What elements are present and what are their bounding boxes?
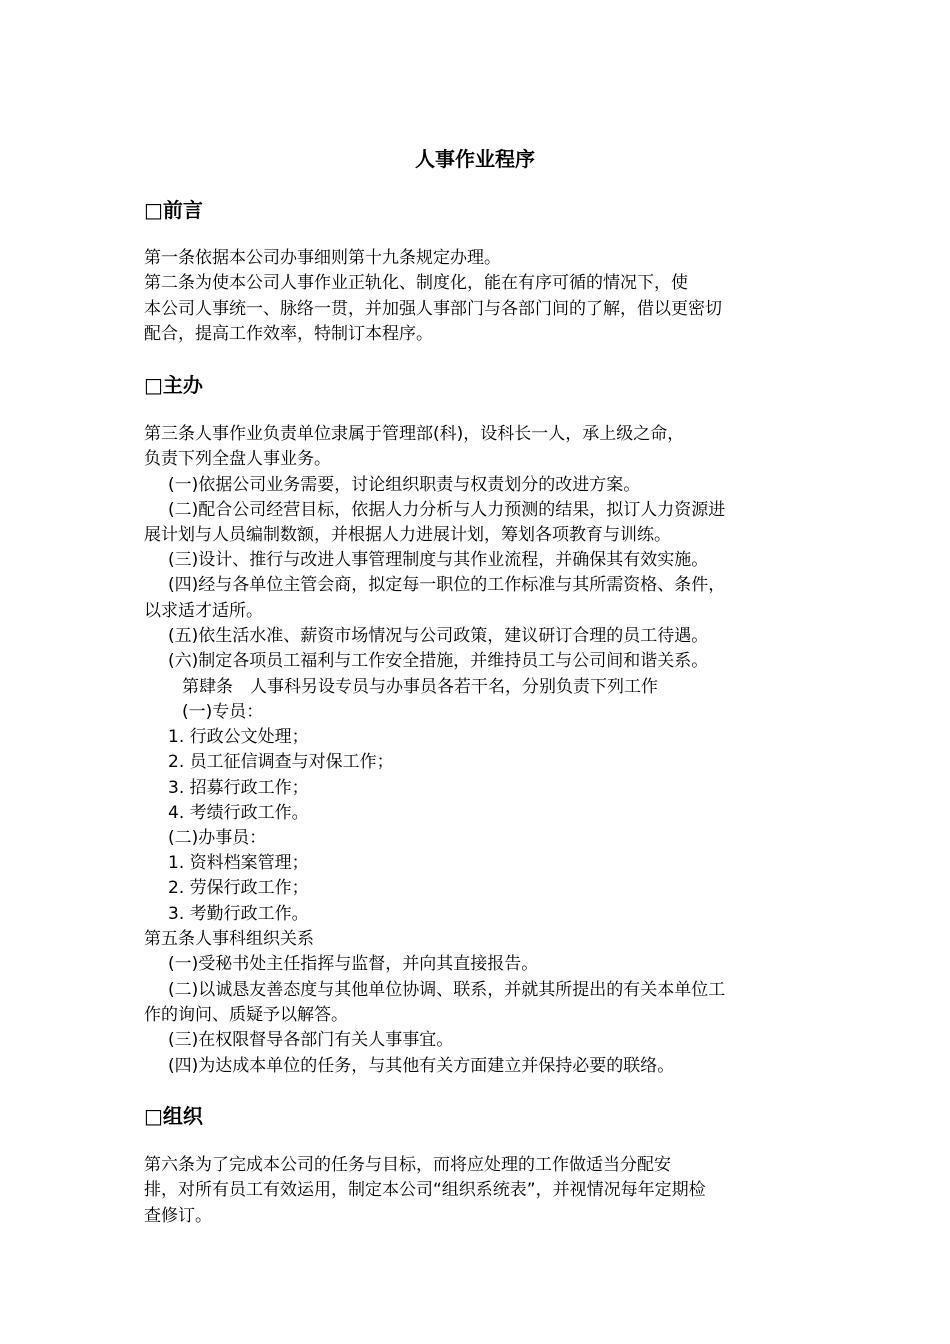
paragraph-line: 第二条为使本公司人事作业正轨化、制度化，能在有序可循的情况下，使 [144,273,688,293]
list-item: (五)依生活水准、薪资市场情况与公司政策，建议研订合理的员工待遇。 [168,626,709,646]
paragraph-line: 第六条为了完成本公司的任务与目标，而将应处理的工作做适当分配安 [144,1155,671,1175]
list-item: (一)受秘书处主任指挥与监督，并向其直接报告。 [168,954,539,974]
paragraph-line: 作的询问、质疑予以解答。 [144,1005,348,1025]
list-item: (一)依据公司业务需要，讨论组织职责与权责划分的改进方案。 [168,475,641,495]
paragraph-line: 排，对所有员工有效运用，制定本公司“组织系统表”，并视情况每年定期检 [144,1180,706,1200]
list-item: (四)为达成本单位的任务，与其他有关方面建立并保持必要的联络。 [168,1056,675,1076]
paragraph-line: 查修订。 [144,1206,212,1226]
list-item: 2. 劳保行政工作； [168,878,309,898]
paragraph-line: 第三条人事作业负责单位隶属于管理部(科)，设科长一人，承上级之命， [144,424,685,444]
paragraph-line: 展计划与人员编制数额，并根据人力进展计划，筹划各项教育与训练。 [144,525,671,545]
paragraph-line: 负责下列全盘人事业务。 [144,449,331,469]
list-item: (二)配合公司经营目标，依据人力分析与人力预测的结果，拟订人力资源进 [168,500,726,520]
list-item: (四)经与各单位主管会商，拟定每一职位的工作标准与其所需资格、条件， [168,575,726,595]
paragraph-line: 配合，提高工作效率，特制订本程序。 [144,324,433,344]
list-item: 3. 招募行政工作； [168,778,309,798]
list-item: (二)办事员： [168,828,267,848]
article-line: 第肆条 人事科另设专员与办事员各若干名，分别负责下列工作 [182,677,658,697]
document-title: 人事作业程序 [415,147,535,171]
section-heading-preface: □前言 [144,198,203,222]
list-item: 4. 考绩行政工作。 [168,803,309,823]
list-item: (三)在权限督导各部门有关人事事宜。 [168,1030,454,1050]
section-heading-organization: □组织 [144,1104,203,1128]
list-item: (六)制定各项员工福利与工作安全措施，并维持员工与公司间和谐关系。 [168,651,709,671]
article-line: 第五条人事科组织关系 [144,929,314,949]
paragraph-line: 本公司人事统一、脉络一贯，并加强人事部门与各部门间的了解，借以更密切 [144,299,722,319]
paragraph-line: 第一条依据本公司办事细则第十九条规定办理。 [144,248,501,268]
list-item: (三)设计、推行与改进人事管理制度与其作业流程，并确保其有效实施。 [168,550,709,570]
section-heading-host: □主办 [144,373,203,397]
list-item: 2. 员工征信调查与对保工作； [168,752,394,772]
list-item: (一)专员： [182,702,264,722]
list-item: 1. 行政公文处理； [168,727,309,747]
list-item: 3. 考勤行政工作。 [168,904,309,924]
list-item: (二)以诚恳友善态度与其他单位协调、联系，并就其所提出的有关本单位工 [168,980,726,1000]
paragraph-line: 以求适才适所。 [144,601,263,621]
list-item: 1. 资料档案管理； [168,853,309,873]
